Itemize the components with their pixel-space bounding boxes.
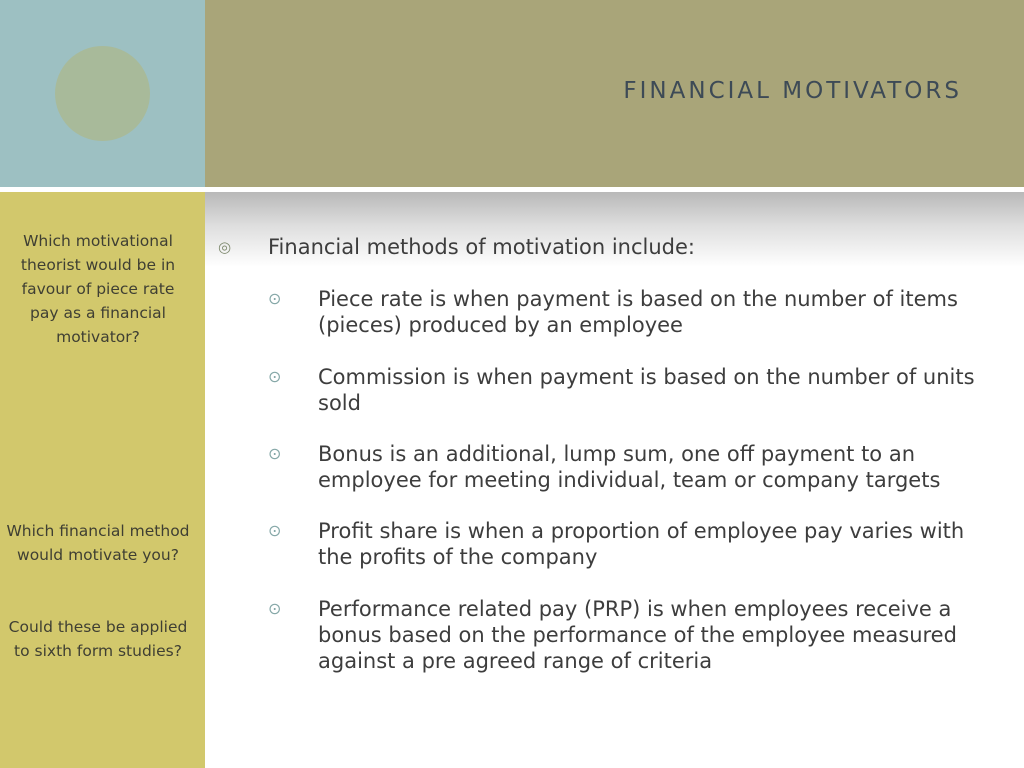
circle-dot-bullet-icon: ⊙ bbox=[268, 289, 282, 308]
sidebar-question-sixth-form: Could these be applied to sixth form studies? bbox=[8, 618, 188, 660]
list-item-text: Profit share is when a proportion of employee pay varies with the profits of the company bbox=[318, 519, 965, 569]
target-bullet-icon: ◎ bbox=[218, 238, 232, 256]
list-item-text: Performance related pay (PRP) is when employees receive a bonus based on the performance of the employee measured against a pre agreed range of criteria bbox=[318, 597, 957, 673]
sidebar-panel bbox=[0, 192, 205, 768]
list-item-text: Piece rate is when payment is based on the number of items (pieces) produced by an employee bbox=[318, 287, 958, 337]
circle-dot-bullet-icon: ⊙ bbox=[268, 444, 282, 463]
circle-dot-bullet-icon: ⊙ bbox=[268, 367, 282, 386]
sidebar-question-motivate: Which financial method would motivate you? bbox=[6, 522, 190, 564]
lead-text: Financial methods of motivation include: bbox=[268, 235, 695, 259]
slide-title: FINANCIAL MOTIVATORS bbox=[623, 78, 962, 104]
circle-dot-bullet-icon: ⊙ bbox=[268, 521, 282, 540]
list-item-text: Commission is when payment is based on the number of units sold bbox=[318, 365, 975, 415]
circle-dot-bullet-icon: ⊙ bbox=[268, 599, 282, 618]
sidebar-question-theorist: Which motivational theorist would be in favour of piece rate pay as a financial motivator? bbox=[20, 232, 176, 346]
list-item-text: Bonus is an additional, lump sum, one off payment to an employee for meeting individual, team or company targets bbox=[318, 442, 941, 492]
decorative-circle bbox=[55, 46, 150, 141]
title-bar bbox=[205, 0, 1024, 187]
corner-panel bbox=[0, 0, 205, 187]
